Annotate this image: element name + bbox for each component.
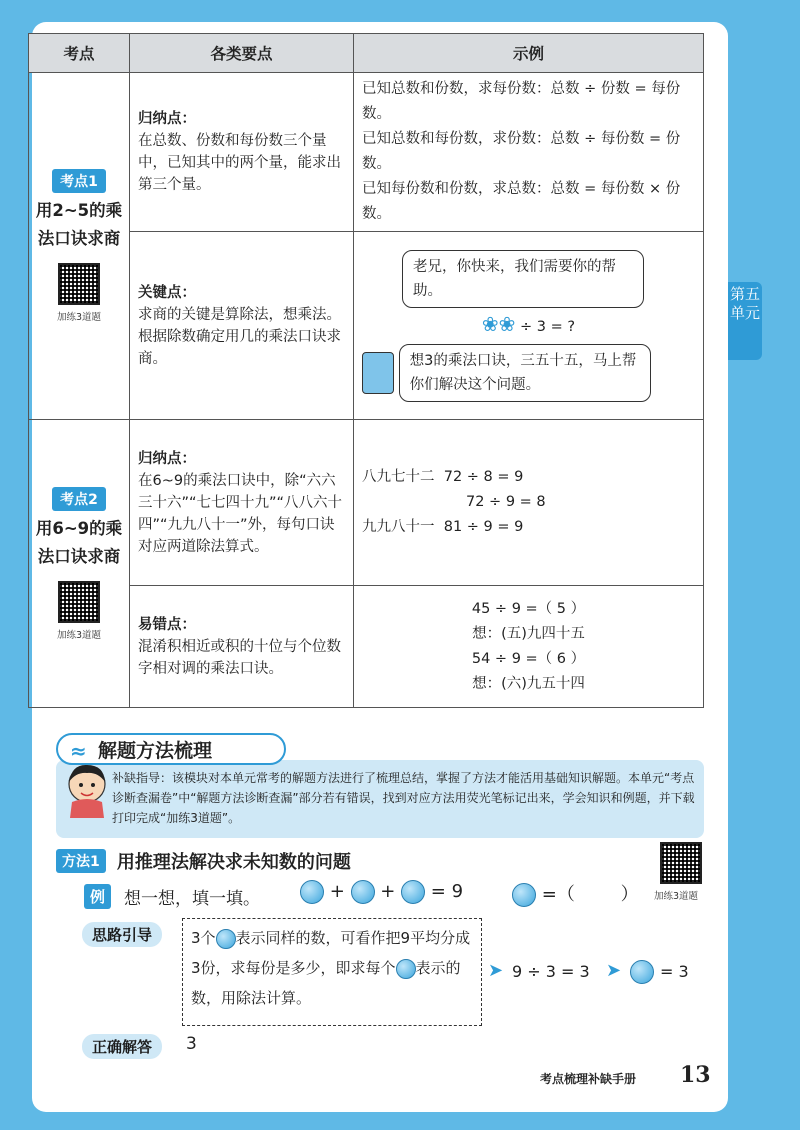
- kp2-qr-label: 加练3道题: [56, 629, 102, 641]
- kp2-point2: [130, 586, 354, 708]
- wave-icon: ≈: [70, 739, 87, 763]
- kp1-title: 用2~5的乘法口诀求商: [35, 201, 123, 248]
- table-row: [29, 420, 704, 586]
- header-points: 各类要点: [130, 34, 354, 73]
- kp1-cell: [29, 73, 130, 420]
- ball-icon: [401, 880, 425, 904]
- kp2-example-line: 九九八十一 81 ÷ 9 = 9: [362, 519, 524, 535]
- kp1-example2: [354, 232, 704, 420]
- kp1-point1-head: 归纳点：: [138, 111, 196, 127]
- kp2-tag: 考点2: [52, 487, 106, 511]
- table-row: [29, 586, 704, 708]
- ball-icon: [396, 959, 416, 979]
- kp1-example-line: 已知总数和份数，求每份数：总数 ÷ 份数 = 每份数。: [362, 81, 681, 122]
- guide-text: 表示同样的数，可看作把9平均分成3份，求每份是多少，即求每个: [191, 929, 471, 977]
- kp2-example2-line: 想：(六)九五十四: [472, 675, 585, 692]
- speech-bubble-bottom: 想3的乘法口诀，三五十五，马上帮你们解决这个问题。: [399, 344, 651, 402]
- ant-figures-icon: ❀❀: [481, 311, 516, 336]
- kp2-example-line: 八九七十二 72 ÷ 8 = 9: [362, 469, 524, 485]
- method-tag: 方法1: [56, 849, 106, 873]
- girl-avatar-icon: [62, 760, 112, 818]
- key-points-table: [28, 33, 704, 708]
- kp1-tag: 考点1: [52, 169, 106, 193]
- book-character-icon: [362, 352, 394, 394]
- ball-icon: [216, 929, 236, 949]
- arrow-right-icon: ➤: [606, 960, 622, 981]
- qr-code-icon[interactable]: [58, 581, 100, 623]
- kp1-point2-body: 求商的关键是算除法，想乘法。根据除数确定用几的乘法口诀求商。: [138, 306, 341, 367]
- kp1-example-line: 已知总数和每份数，求份数：总数 ÷ 每份数 = 份数。: [362, 131, 681, 172]
- section-title: 解题方法梳理: [98, 740, 213, 762]
- sum-value: = 9: [430, 881, 464, 902]
- kp2-point1-head: 归纳点：: [138, 450, 196, 467]
- guide-text: 3个: [191, 929, 216, 947]
- blank-equation: [512, 880, 639, 907]
- kp2-point2-head: 易错点：: [138, 616, 196, 633]
- table-header-row: [29, 34, 704, 73]
- kp2-title: 用6~9的乘法口诀求商: [35, 518, 123, 566]
- kp1-example-line: 已知每份数和份数，求总数：总数 = 每份数 × 份数。: [362, 181, 681, 222]
- footer-text: 考点梳理补缺手册: [540, 1072, 637, 1086]
- ball-icon: [300, 880, 324, 904]
- speech-bubble-top: 老兄，你快来，我们需要你的帮助。: [402, 250, 644, 308]
- kp2-example2-line: 45 ÷ 9 =（ 5 ）: [471, 600, 586, 617]
- kp1-point2: [130, 232, 354, 420]
- kp2-example2: [354, 586, 704, 708]
- result: = 3: [660, 962, 689, 981]
- kp2-point1: [130, 420, 354, 586]
- qr-code-icon[interactable]: [660, 842, 702, 884]
- header-kaodian: 考点: [29, 34, 130, 73]
- kp1-point1-body: 在总数、份数和每份数三个量中，已知其中的两个量，能求出第三个量。: [138, 133, 341, 193]
- kp2-example2-line: 想：(五)九四十五: [472, 625, 585, 642]
- qr-code-icon[interactable]: [58, 263, 100, 305]
- ball-icon: [630, 960, 654, 984]
- kp2-example2-line: 54 ÷ 9 =（ 6 ）: [471, 650, 586, 667]
- guide-box: [182, 918, 482, 1026]
- example-tag: 例: [84, 884, 111, 909]
- sum-equation: + + = 9: [300, 880, 463, 904]
- kp2-point2-body: 混淆积相近或积的十位与个位数字相对调的乘法口诀。: [138, 638, 341, 677]
- answer-label: 正确解答: [82, 1034, 162, 1059]
- kp2-cell: [29, 420, 130, 708]
- page-number: 13: [680, 1062, 711, 1088]
- example-text: 想一想，填一填。: [124, 889, 260, 909]
- method-title: 用推理法解决求未知数的问题: [116, 852, 351, 873]
- kp1-qr-label: 加练3道题: [56, 312, 102, 323]
- calc: 9 ÷ 3 = 3: [512, 962, 590, 981]
- formula: ÷ 3 = ?: [520, 318, 576, 335]
- method-qr-label: 加练3道题: [654, 891, 699, 902]
- kp2-example1: [354, 420, 704, 586]
- tip-text: 补缺指导：该模块对本单元常考的解题方法进行了梳理总结，掌握了方法才能活用基础知识解题。本单元“考点诊断查漏卷”中“解题方法诊断查漏”部分若有错误，找到对应方法用荧光笔标记出来，学会知识和例题，并下载打印完成“加练3道题”。: [112, 771, 695, 825]
- header-example: 示例: [354, 34, 704, 73]
- table-row: [29, 73, 704, 232]
- unit-side-tab[interactable]: 第五单元: [728, 282, 762, 360]
- kp1-point1: [130, 73, 354, 232]
- ball-icon: [351, 880, 375, 904]
- answer-value: 3: [186, 1034, 197, 1054]
- guide-label: 思路引导: [82, 922, 162, 947]
- kp1-example1: [354, 73, 704, 232]
- kp2-point1-body: 在6~9的乘法口诀中，除“六六三十六”“七七四十九”“八八六十四”“九九八十一”外，每句口诀对应两道除法算式。: [138, 472, 343, 555]
- table-row: [29, 232, 704, 420]
- method-heading: [56, 848, 656, 876]
- kp1-point2-head: 关键点：: [138, 284, 196, 301]
- ball-icon: [512, 883, 536, 907]
- kp2-example-line: 72 ÷ 9 = 8: [466, 494, 546, 510]
- arrow-right-icon: ➤: [488, 960, 504, 981]
- guide-text: 表示的数，用除法计算。: [191, 959, 461, 1007]
- answer-blank[interactable]: =（ ）: [541, 884, 639, 905]
